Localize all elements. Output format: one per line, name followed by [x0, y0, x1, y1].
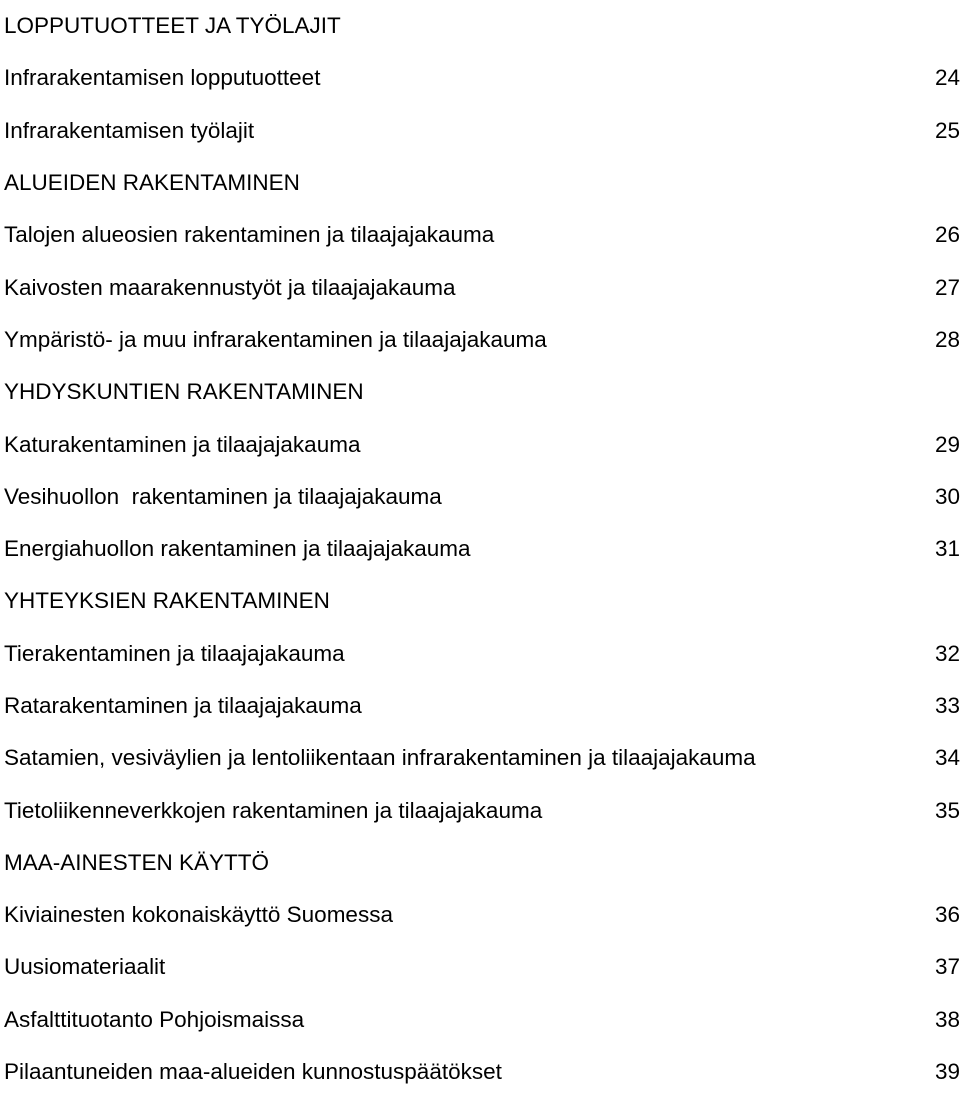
toc-entry	[4, 471, 960, 523]
toc-entry-label: Kiviainesten kokonaiskäyttö Suomessa	[4, 902, 393, 928]
toc-entry-label: Energiahuollon rakentaminen ja tilaajajakauma	[4, 536, 471, 562]
toc-entry-page: 33	[934, 693, 960, 718]
toc-entry-label: YHDYSKUNTIEN RAKENTAMINEN	[4, 379, 364, 405]
toc-entry	[4, 680, 960, 732]
toc-entry	[4, 261, 960, 313]
toc-entry-label: Satamien, vesiväylien ja lentoliikentaan infrarakentaminen ja tilaajajakauma	[4, 745, 756, 771]
toc-section-heading	[4, 157, 960, 209]
table-of-contents	[4, 0, 960, 1098]
toc-entry	[4, 941, 960, 993]
toc-section-heading	[4, 837, 960, 889]
toc-entry-label: Ympäristö- ja muu infrarakentaminen ja tilaajajakauma	[4, 326, 547, 352]
toc-entry	[4, 314, 960, 366]
toc-entry-label: Uusiomateriaalit	[4, 954, 166, 980]
toc-entry-label: Talojen alueosien rakentaminen ja tilaajajakauma	[4, 222, 495, 248]
toc-entry-label: Infrarakentamisen lopputuotteet	[4, 65, 321, 91]
toc-entry-page: 35	[934, 797, 960, 823]
toc-entry-page: 26	[934, 222, 960, 248]
toc-entry-page: 28	[934, 326, 960, 352]
toc-entry	[4, 52, 960, 104]
toc-entry	[4, 523, 960, 575]
toc-section-heading	[4, 366, 960, 418]
toc-entry-label: Pilaantuneiden maa-alueiden kunnostuspäätökset	[4, 1059, 502, 1085]
toc-entry-page: 27	[934, 274, 960, 300]
toc-section-heading	[4, 575, 960, 627]
toc-section-heading	[4, 0, 960, 52]
toc-entry-page: 37	[934, 954, 960, 980]
toc-entry	[4, 105, 960, 157]
toc-entry-page: 24	[934, 65, 960, 91]
toc-entry	[4, 418, 960, 470]
toc-entry-label: Asfalttituotanto Pohjoismaissa	[4, 1006, 305, 1032]
toc-entry-label: Tietoliikenneverkkojen rakentaminen ja tilaajajakauma	[4, 797, 543, 823]
toc-entry-page: 34	[934, 745, 960, 771]
toc-entry-page: 30	[934, 483, 960, 509]
toc-entry-label: YHTEYKSIEN RAKENTAMINEN	[4, 588, 330, 614]
toc-entry-label: ALUEIDEN RAKENTAMINEN	[4, 170, 300, 196]
toc-entry-label: Katurakentaminen ja tilaajajakauma	[4, 431, 361, 457]
toc-entry	[4, 209, 960, 261]
toc-entry-label: Kaivosten maarakennustyöt ja tilaajajakauma	[4, 274, 456, 300]
toc-entry-page: 39	[934, 1059, 960, 1085]
toc-entry-label: Vesihuollon rakentaminen ja tilaajajakauma	[4, 483, 442, 509]
toc-entry-label: LOPPUTUOTTEET JA TYÖLAJIT	[4, 13, 341, 39]
toc-entry-page: 38	[934, 1006, 960, 1032]
toc-entry	[4, 784, 960, 836]
toc-entry-page: 36	[934, 902, 960, 928]
toc-entry	[4, 994, 960, 1046]
toc-entry-page: 29	[934, 431, 960, 457]
toc-entry-label: Infrarakentamisen työlajit	[4, 117, 255, 143]
toc-entry	[4, 889, 960, 941]
toc-entry-page: 31	[934, 536, 960, 562]
toc-entry-label: Ratarakentaminen ja tilaajajakauma	[4, 693, 362, 718]
toc-entry-page: 25	[934, 117, 960, 143]
toc-entry-label: Tierakentaminen ja tilaajajakauma	[4, 640, 345, 666]
toc-entry	[4, 732, 960, 784]
toc-entry-page: 32	[934, 640, 960, 666]
toc-entry	[4, 628, 960, 680]
toc-entry	[4, 1046, 960, 1098]
toc-entry-label: MAA-AINESTEN KÄYTTÖ	[4, 849, 270, 875]
